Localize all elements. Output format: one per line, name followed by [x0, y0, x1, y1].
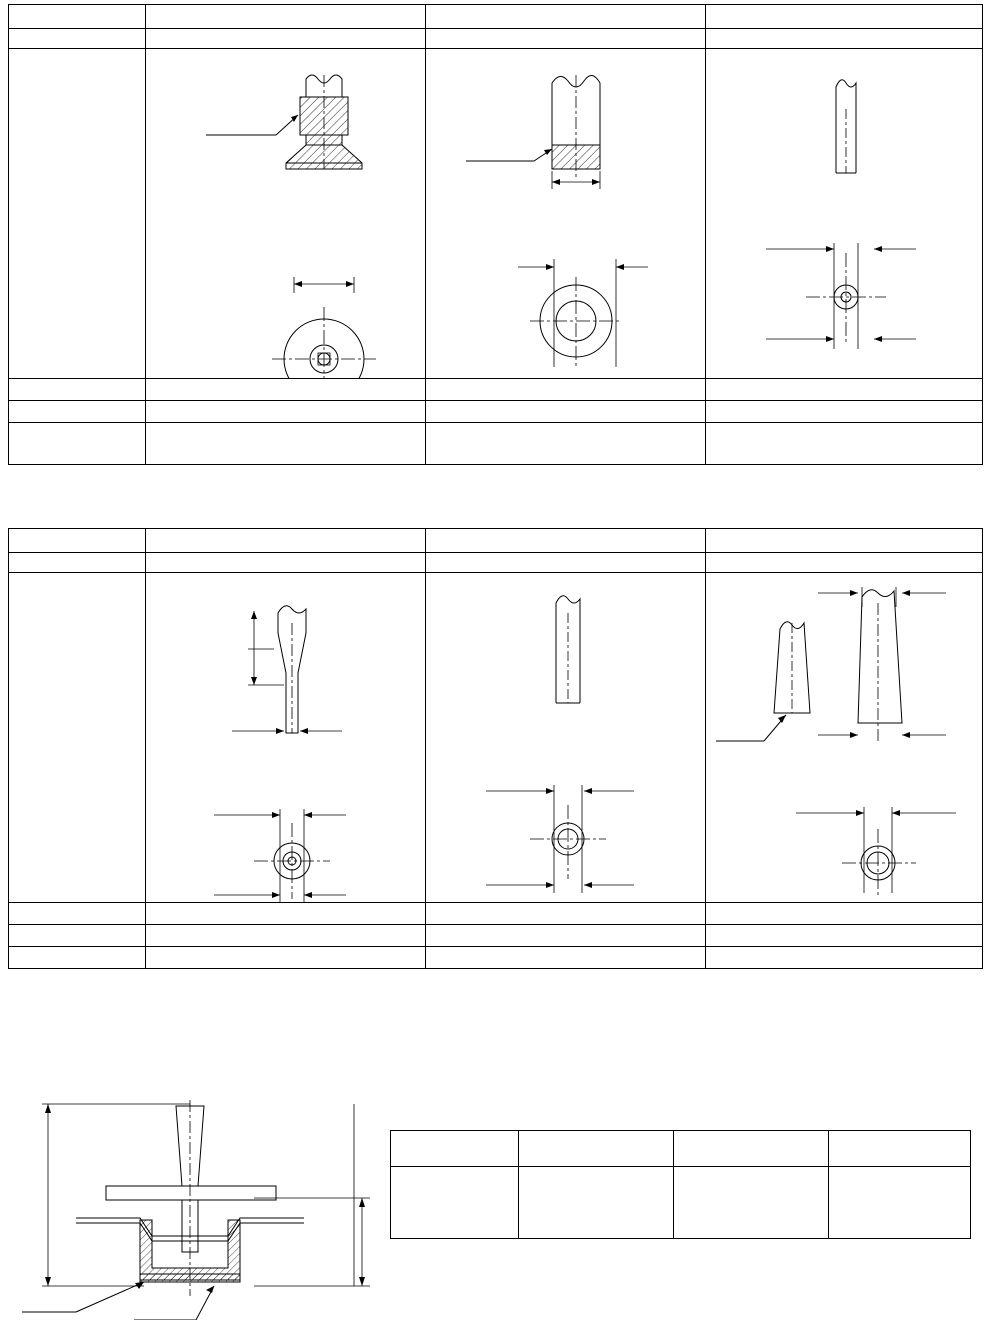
table-two-header-cell-3	[426, 529, 705, 553]
table-two-subheader-cell-2	[146, 553, 426, 573]
bottom-table-header-cell-3	[674, 1131, 829, 1167]
table-two-row3-cell3	[426, 947, 705, 969]
table-row	[9, 49, 983, 379]
slim-pin-drawing	[706, 49, 983, 379]
table-one-subheader-cell-2	[146, 29, 426, 49]
mounting-detail-svg	[14, 1090, 374, 1320]
table-row	[9, 423, 983, 465]
table-two-row1-cell2	[146, 903, 426, 925]
table-one-row2-cell4	[705, 401, 982, 423]
table-row	[9, 903, 983, 925]
table-one-header-cell-1	[9, 5, 146, 29]
table-two-row1-cell4	[705, 903, 982, 925]
table-two-row2-cell2	[146, 925, 426, 947]
table-two-subheader-cell-4	[705, 553, 982, 573]
table-two-row3-cell4	[705, 947, 982, 969]
table-one-row2-cell3	[426, 401, 705, 423]
table-one-row1-cell2	[146, 379, 426, 401]
table-two-header-cell-4	[705, 529, 982, 553]
table-row	[9, 947, 983, 969]
table-two-row2-cell3	[426, 925, 705, 947]
figure-cylindrical-sleeve-section-view	[426, 49, 705, 379]
bottom-table-header-cell-2	[519, 1131, 674, 1167]
table-row	[391, 1131, 971, 1167]
tapered-nozzle-drawing	[146, 573, 426, 903]
table-one-row2-cell1	[9, 401, 146, 423]
table-one-subheader-cell-4	[705, 29, 982, 49]
table-two-row2-cell4	[705, 925, 982, 947]
bottom-table-row1-cell4	[829, 1167, 971, 1239]
table-two-row3-cell2	[146, 947, 426, 969]
table-row	[9, 529, 983, 553]
table-row	[9, 553, 983, 573]
table-one-row3-cell2	[146, 423, 426, 465]
table-one-row1-cell1	[9, 379, 146, 401]
figure-suction-cup-section-view	[146, 49, 426, 379]
table-one-row1-cell3	[426, 379, 705, 401]
table-one-header-cell-4	[705, 5, 982, 29]
table-two-header-cell-2	[146, 529, 426, 553]
table-two-header-cell-1	[9, 529, 146, 553]
bottom-table-header-cell-4	[829, 1131, 971, 1167]
table-row	[9, 401, 983, 423]
table-two-row3-cell1	[9, 947, 146, 969]
bottom-table-header-cell-1	[391, 1131, 519, 1167]
table-two-row2-cell1	[9, 925, 146, 947]
table-one-row3-cell4	[705, 423, 982, 465]
table-row	[9, 379, 983, 401]
table-one-row2-cell2	[146, 401, 426, 423]
table-two-figure-label	[9, 573, 146, 903]
table-two-subheader-cell-1	[9, 553, 146, 573]
table-two-row1-cell1	[9, 903, 146, 925]
table-one-subheader-cell-1	[9, 29, 146, 49]
table-one-row3-cell1	[9, 423, 146, 465]
table-row	[9, 573, 983, 903]
bottom-specification-table	[390, 1130, 971, 1239]
bottom-table-row1-cell1	[391, 1167, 519, 1239]
suction-cup-drawing	[146, 49, 426, 379]
table-one-row3-cell3	[426, 423, 705, 465]
mounting-cross-section-drawing	[14, 1090, 374, 1320]
table-row	[9, 925, 983, 947]
table-one-header-cell-3	[426, 5, 705, 29]
table-two-subheader-cell-3	[426, 553, 705, 573]
table-one-subheader-cell-3	[426, 29, 705, 49]
table-row	[391, 1167, 971, 1239]
figure-straight-tube-view	[426, 573, 705, 903]
figure-slim-pin-view	[705, 49, 982, 379]
table-two-row1-cell3	[426, 903, 705, 925]
figure-double-tapered-pair-view	[705, 573, 982, 903]
table-one-header-cell-2	[146, 5, 426, 29]
table-one-figure-label	[9, 49, 146, 379]
straight-tube-drawing	[426, 573, 705, 903]
figure-tapered-nozzle-view	[146, 573, 426, 903]
cylindrical-sleeve-drawing	[426, 49, 705, 379]
bottom-table-row1-cell2	[519, 1167, 674, 1239]
specification-table-one	[8, 4, 983, 465]
table-row	[9, 29, 983, 49]
bottom-table-row1-cell3	[674, 1167, 829, 1239]
table-one-row1-cell4	[705, 379, 982, 401]
double-tapered-pair-drawing	[706, 573, 983, 903]
specification-table-two	[8, 528, 983, 969]
table-row	[9, 5, 983, 29]
